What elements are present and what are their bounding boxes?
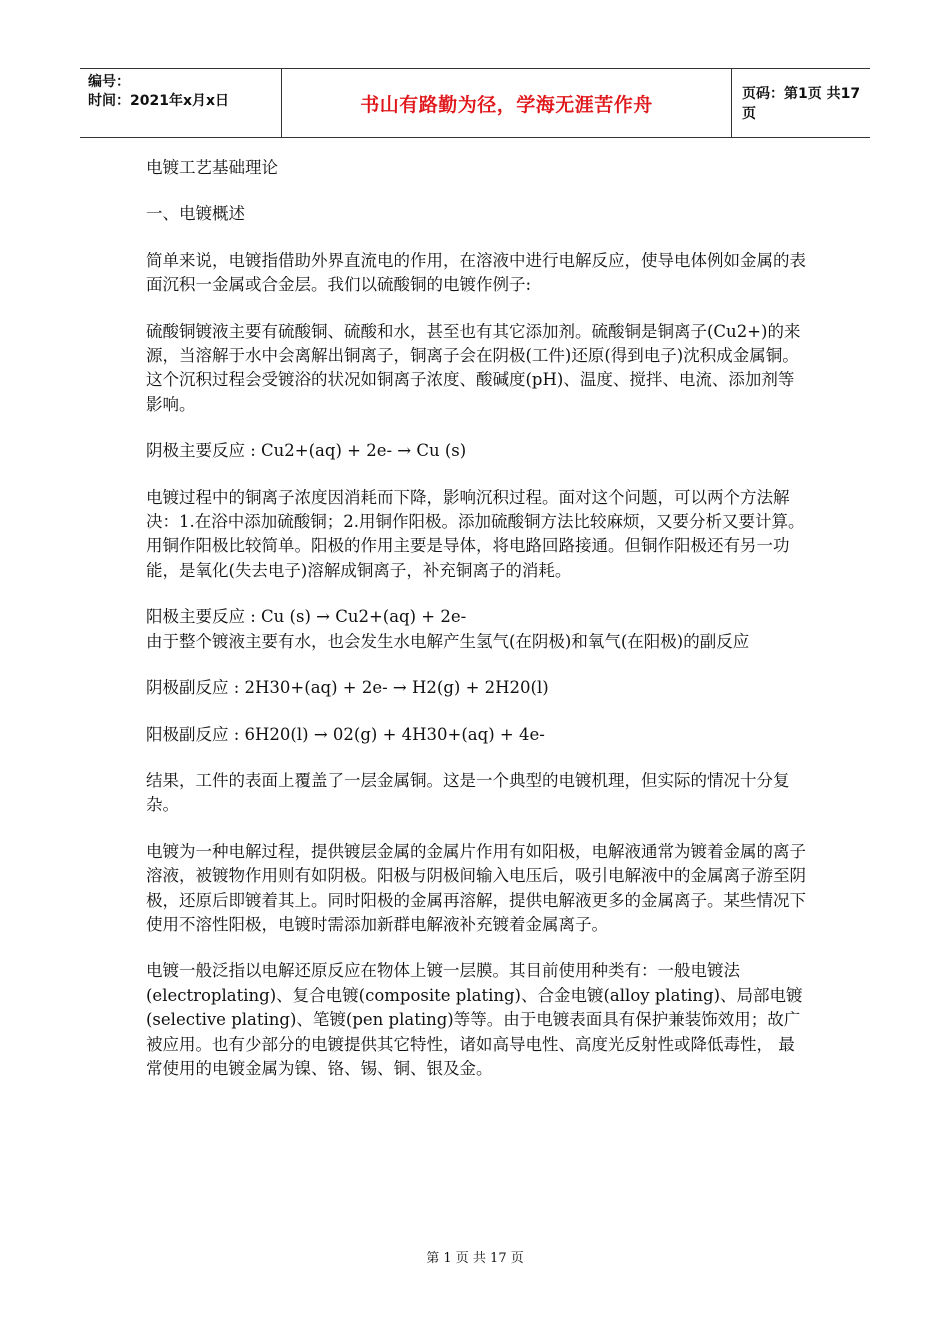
document-body — [146, 156, 806, 1103]
header-motto-cell — [282, 69, 732, 137]
paragraph: 电镀过程中的铜离子浓度因消耗而下降，影响沉积过程。面对这个问题，可以两个方法解决：1.在浴中添加硫酸铜；2.用铜作阳极。添加硫酸铜方法比较麻烦，又要分析又要计算。用铜作阳极比较简单。阳极的作用主要是导体，将电路回路接通。但铜作阳极还有另一功能，是氧化(失去电子)溶解成铜离子，补充铜离子的消耗。 — [146, 487, 805, 580]
header-page-info: 页码：第1页 共17页 — [742, 86, 861, 122]
document-number: 编号： — [88, 74, 130, 90]
paragraph: 电镀为一种电解过程，提供镀层金属的金属片作用有如阳极，电解液通常为镀着金属的离子溶液，被镀物作用则有如阴极。阳极与阴极间输入电压后，吸引电解液中的金属离子游至阴极，还原后即镀着其上。同时阳极的金属再溶解，提供电解液更多的金属离子。某些情况下使用不溶性阳极，电镀时需添加新群电解液补充镀着金属离子。 — [146, 841, 806, 934]
motto-text: 书山有路勤为径，学海无涯苦作舟 — [360, 93, 653, 116]
section-heading: 一、电镀概述 — [146, 204, 245, 224]
anode-reaction: 阳极主要反应 : Cu (s) → Cu2+(aq) + 2e- — [146, 607, 467, 627]
header-page-cell — [732, 69, 870, 137]
page-footer — [0, 1247, 950, 1266]
paragraph: 简单来说，电镀指借助外界直流电的作用，在溶液中进行电解反应，使导电体例如金属的表面沉积一金属或合金层。我们以硫酸铜的电镀作例子: — [146, 250, 806, 295]
paragraph: 结果，工件的表面上覆盖了一层金属铜。这是一个典型的电镀机理，但实际的情况十分复杂。 — [146, 770, 790, 815]
header-meta-cell — [80, 69, 282, 137]
paragraph: 硫酸铜镀液主要有硫酸铜、硫酸和水，甚至也有其它添加剂。硫酸铜是铜离子(Cu2+)的来源，当溶解于水中会离解出铜离子，铜离子会在阴极(工件)还原(得到电子)沈积成金属铜。这个沉积过程会受镀浴的状况如铜离子浓度、酸碱度(pH)、温度、搅拌、电流、添加剂等影响。 — [146, 321, 801, 414]
cathode-side-reaction: 阴极副反应 : 2H30+(aq) + 2e- → H2(g) + 2H20(l) — [146, 678, 549, 698]
anode-side-reaction: 阳极副反应 : 6H20(l) → 02(g) + 4H30+(aq) + 4e- — [146, 724, 545, 744]
page-header — [80, 68, 870, 138]
document-time: 时间：2021年x月x日 — [88, 93, 230, 109]
paragraph: 由于整个镀液主要有水，也会发生水电解产生氢气(在阴极)和氧气(在阳极)的副反应 — [146, 631, 750, 651]
document-title: 电镀工艺基础理论 — [146, 158, 278, 177]
footer-page-number: 第 1 页 共 17 页 — [426, 1251, 524, 1266]
paragraph: 电镀一般泛指以电解还原反应在物体上镀一层膜。其目前使用种类有：一般电镀法(electroplating)、复合电镀(composite plating)、合金电镀(alloy plating)、局部电镀(selective plating)、笔镀(pen plating)等等。由于电镀表面具有保护兼装饰效用；故广被应用。也有少部分的电镀提供其它特性，诸如高导电性、高度光反射性或降低毒性， 最常使用的电镀金属为镍、铬、锡、铜、银及金。 — [146, 961, 803, 1078]
cathode-reaction: 阴极主要反应 : Cu2+(aq) + 2e- → Cu (s) — [146, 441, 467, 461]
